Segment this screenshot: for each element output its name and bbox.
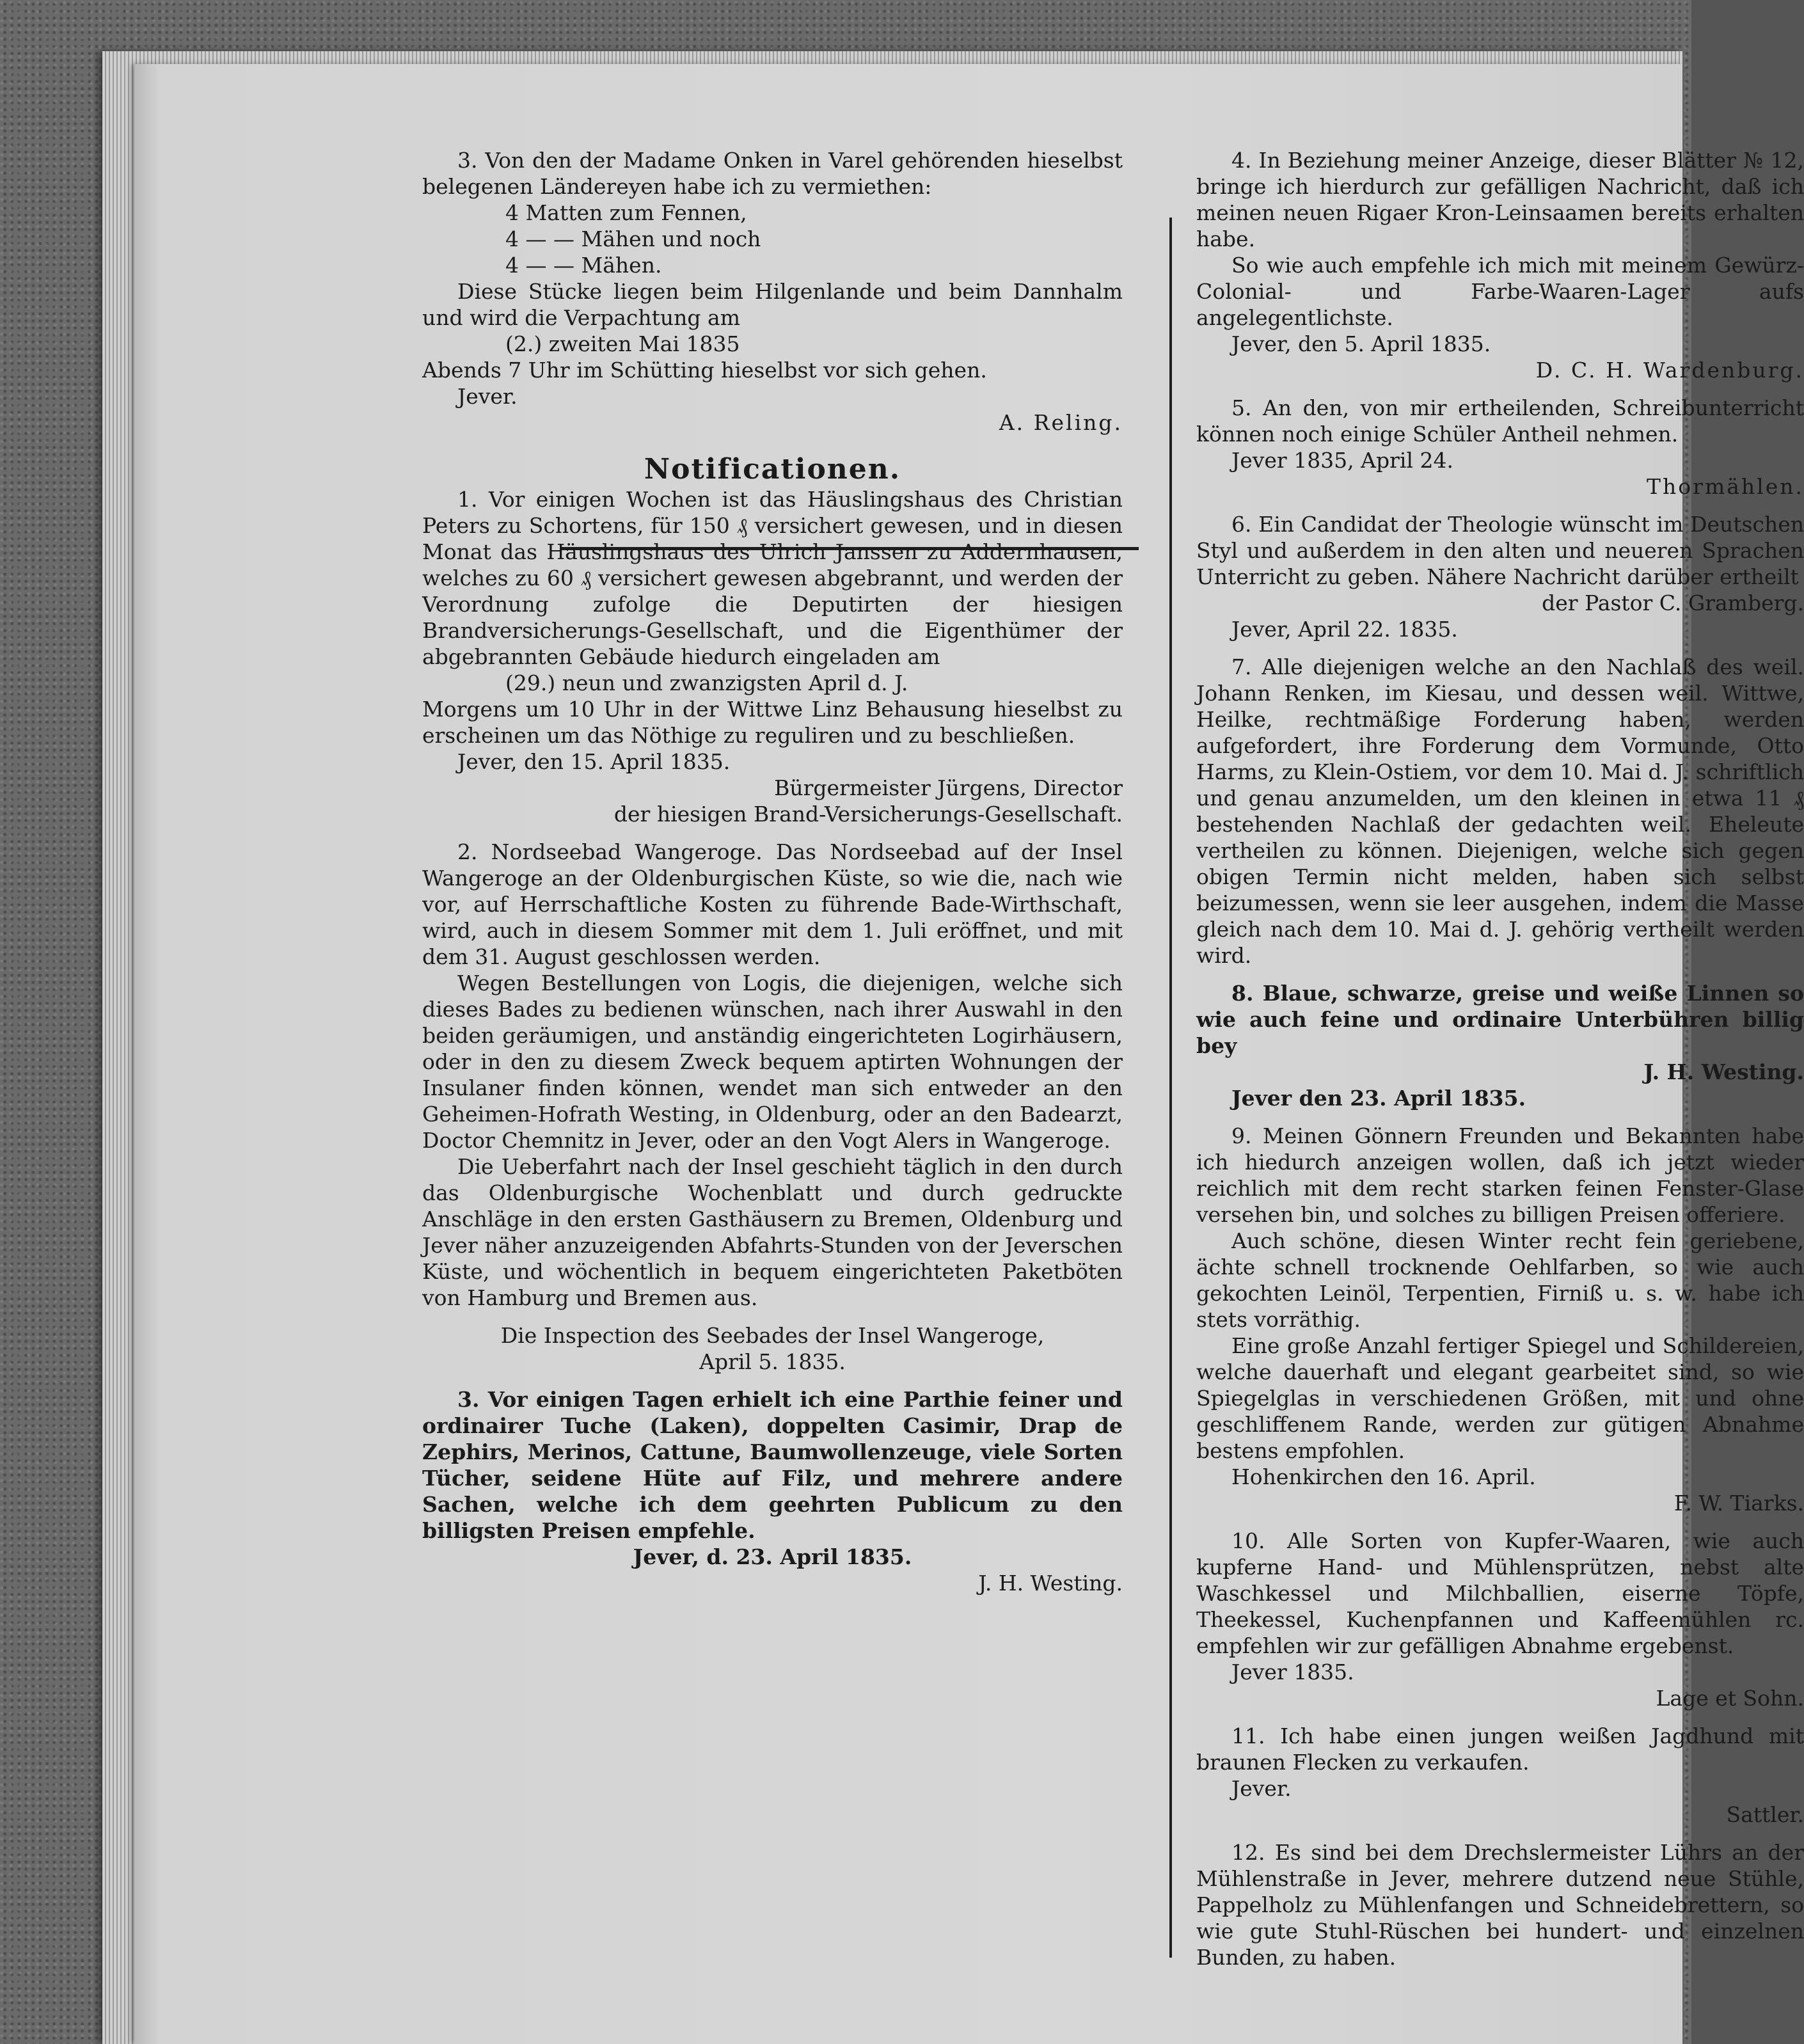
notice5-date: Jever 1835, April 24. xyxy=(1231,448,1453,473)
notice6-signature: der Pastor C. Gramberg. xyxy=(1542,590,1804,615)
notice9-signature: F. W. Tiarks. xyxy=(1673,1491,1804,1516)
item3-date: (2.) zweiten Mai 1835 xyxy=(505,331,740,356)
item3-text: 3. Von den der Madame Onken in Varel gehörenden hieselbst belegenen Ländereyen habe ich zu vermiethen: xyxy=(422,148,1123,199)
notice2-text: 2. Nordseebad Wangeroge. Das Nordseebad auf der Insel Wangeroge an der Oldenburgischen Küste, so wie die, nach wie vor, auf Herrschaftliche Kosten zu führende Bade-Wirthschaft, wird, auch in diesem Sommer mit dem 1. Juli eröffnet, und mit dem 31. August geschlossen werden. xyxy=(422,839,1123,969)
notice12-text: 12. Es sind bei dem Drechslermeister Lührs an der Mühlenstraße in Jever, mehrere dutzend neue Stühle, Pappelholz zu Mühlenfangen und Schneidebrettern, so wie gute Stuhl-Rüschen bei hundert- und einzelnen Bunden, zu haben. xyxy=(1196,1840,1804,1970)
notice10-signature: Lage et Sohn. xyxy=(1656,1686,1804,1711)
item3-continuation: Diese Stücke liegen beim Hilgenlande und beim Dannhalm und wird die Verpachtung am xyxy=(422,279,1123,330)
notice9-paragraph3: Eine große Anzahl fertiger Spiegel und Schildereien, welche dauerhaft und elegant gearbeitet sind, so wie Spiegelglas in verschiedenen Größen, mit und ohne geschliffenem Rande, werden zur gütigen Abnahme bestens empfohlen. xyxy=(1196,1333,1804,1463)
item3-place: Jever. xyxy=(457,384,518,409)
notice3-date: Jever, d. 23. April 1835. xyxy=(633,1544,912,1569)
notice4-signature: D. C. H. Wardenburg. xyxy=(1535,358,1804,383)
notice2-signature-line2: April 5. 1835. xyxy=(699,1349,846,1374)
notice1-signature-line2: der hiesigen Brand-Versicherungs-Gesellschaft. xyxy=(613,802,1123,827)
notice9-date: Hohenkirchen den 16. April. xyxy=(1231,1464,1536,1489)
section-heading: Notificationen. xyxy=(644,453,901,486)
notice2-paragraph2: Wegen Bestellungen von Logis, die diejenigen, welche sich dieses Bades zu bedienen wünschen, nach ihrer Auswahl in den beiden geräumigen, und anständig eingerichteten Logirhäusern, oder in den zu diesem Zweck bequem aptirten Wohnungen der Insulaner finden können, wendet man sich entweder an den Geheimen-Hofrath Westing, in Oldenburg, oder an den Badearzt, Doctor Chemnitz in Jever, oder an den Vogt Alers in Wangeroge. xyxy=(422,971,1123,1153)
notice10-date: Jever 1835. xyxy=(1231,1660,1354,1684)
notice5-text: 5. An den, von mir ertheilenden, Schreibunterricht können noch einige Schüler Antheil nehmen. xyxy=(1196,395,1804,447)
notice7-text: 7. Alle diejenigen welche an den Nachlaß des weil. Johann Renken, im Kiesau, und dessen weil. Wittwe, Heilke, rechtmäßige Forderung haben, werden aufgefordert, ihre Forderung dem Vormunde, Otto Harms, zu Klein-Ostiem, vor dem 10. Mai d. J. schriftlich und genau anzumelden, um den kleinen in etwa 11 ₰ bestehenden Nachlaß der gedachten weil. Eheleute vertheilen zu können. Diejenigen, welche sich gegen obigen Termin nicht melden, haben sich selbst beizumessen, wenn sie leer ausgehen, indem die Masse gleich nach dem 10. Mai d. J. gehörig vertheilt werden wird. xyxy=(1196,654,1804,968)
right-column xyxy=(1196,147,1804,1970)
left-column xyxy=(422,147,1123,1596)
notice1-date: (29.) neun und zwanzigsten April d. J. xyxy=(505,670,908,695)
notice3-signature: J. H. Westing. xyxy=(978,1571,1123,1596)
item3-list xyxy=(422,200,1123,278)
notice1-signature-line1: Bürgermeister Jürgens, Director xyxy=(774,775,1123,800)
item3-signature: A. Reling. xyxy=(999,410,1123,435)
notice9-paragraph2: Auch schöne, diesen Winter recht fein geriebene, ächte schnell trocknende Oehlfarben, so wie auch gekochten Leinöl, Terpentien, Firniß u. s. w. habe ich stets vorräthig. xyxy=(1196,1228,1804,1332)
notice4-date: Jever, den 5. April 1835. xyxy=(1231,331,1491,356)
column-divider xyxy=(1169,218,1172,1958)
notice1-continuation: Morgens um 10 Uhr in der Wittwe Linz Behausung hieselbst zu erscheinen um das Nöthige zu reguliren und zu beschließen. xyxy=(422,697,1123,748)
notice11-signature: Sattler. xyxy=(1726,1802,1804,1827)
notice6-text: 6. Ein Candidat der Theologie wünscht im Deutschen Styl und außerdem in den alten und neueren Sprachen Unterricht zu geben. Nähere Nachricht darüber ertheilt xyxy=(1196,512,1804,589)
notice8-signature: J. H. Westing. xyxy=(1643,1059,1804,1084)
item3-list-row: 4 Matten zum Fennen, xyxy=(505,200,747,225)
notice6-date: Jever, April 22. 1835. xyxy=(1231,617,1458,642)
notice10-text: 10. Alle Sorten von Kupfer-Waaren, wie auch kupferne Hand- und Mühlensprützen, nebst alte Waschkessel und Milchballien, eiserne Töpfe, Theekessel, Kuchenpfannen und Kaffeemühlen rc. empfehlen wir zur gefälligen Abnahme ergebenst. xyxy=(1196,1528,1804,1658)
notice8-text: 8. Blaue, schwarze, greise und weiße Linnen so wie auch feine und ordinaire Unterbühren billig bey xyxy=(1196,981,1804,1058)
notice5-signature: Thormählen. xyxy=(1647,474,1804,499)
notice4-text: 4. In Beziehung meiner Anzeige, dieser Blätter № 12, bringe ich hierdurch zur gefälligen Nachricht, daß ich meinen neuen Rigaer Kron-Leinsaamen bereits erhalten habe. xyxy=(1196,148,1804,251)
notice4-paragraph2: So wie auch empfehle ich mich mit meinem Gewürz-Colonial- und Farbe-Waaren-Lager aufs angelegentlichste. xyxy=(1196,253,1804,330)
item3-list-row: 4 — — Mähen und noch xyxy=(505,226,761,251)
notice8-date: Jever den 23. April 1835. xyxy=(1231,1086,1526,1111)
notice3-text: 3. Vor einigen Tagen erhielt ich eine Parthie feiner und ordinairer Tuche (Laken), doppelten Casimir, Drap de Zephirs, Merinos, Cattune, Baumwollenzeuge, viele Sorten Tücher, seidene Hüte auf Filz, und mehrere andere Sachen, welche ich dem geehrten Publicum zu den billigsten Preisen empfehle. xyxy=(422,1387,1123,1543)
notice2-paragraph3: Die Ueberfahrt nach der Insel geschieht täglich in den durch das Oldenburgische Wochenblatt und durch gedruckte Anschläge in den ersten Gasthäusern zu Bremen, Oldenburg und Jever näher anzuzeigenden Abfahrts-Stunden von der Jeverschen Küste, und wöchentlich in bequem eingerichteten Paketböten von Hamburg und Bremen aus. xyxy=(422,1154,1123,1310)
notice1-text: 1. Vor einigen Wochen ist das Häuslingshaus des Christian Peters zu Schortens, für 150 ₰ versichert gewesen, und in diesen Monat das Häuslingshaus des Ulrich Janssen zu Addernhausen, welches zu 60 ₰ versichert gewesen abgebrannt, und werden der Verordnung zufolge die Deputirten der hiesigen Brandversicherungs-Gesellschaft, und die Eigenthümer der abgebrannten Gebäude hiedurch eingeladen am xyxy=(422,487,1123,669)
item3-time: Abends 7 Uhr im Schütting hieselbst vor sich gehen. xyxy=(422,358,987,383)
newspaper-page xyxy=(134,64,1804,2044)
item3-list-row: 4 — — Mähen. xyxy=(505,253,662,278)
notice2-signature-line1: Die Inspection des Seebades der Insel Wangeroge, xyxy=(500,1323,1045,1348)
notice9-text: 9. Meinen Gönnern Freunden und Bekannten habe ich hiedurch anzeigen wollen, daß ich jetzt wieder reichlich mit dem recht starken feinen Fenster-Glase versehen bin, und solches zu billigen Preisen offeriere. xyxy=(1196,1123,1804,1227)
notice1-place: Jever, den 15. April 1835. xyxy=(457,749,731,774)
notice11-text: 11. Ich habe einen jungen weißen Jagdhund mit braunen Flecken zu verkaufen. xyxy=(1196,1723,1804,1775)
notice11-place: Jever. xyxy=(1231,1776,1292,1801)
